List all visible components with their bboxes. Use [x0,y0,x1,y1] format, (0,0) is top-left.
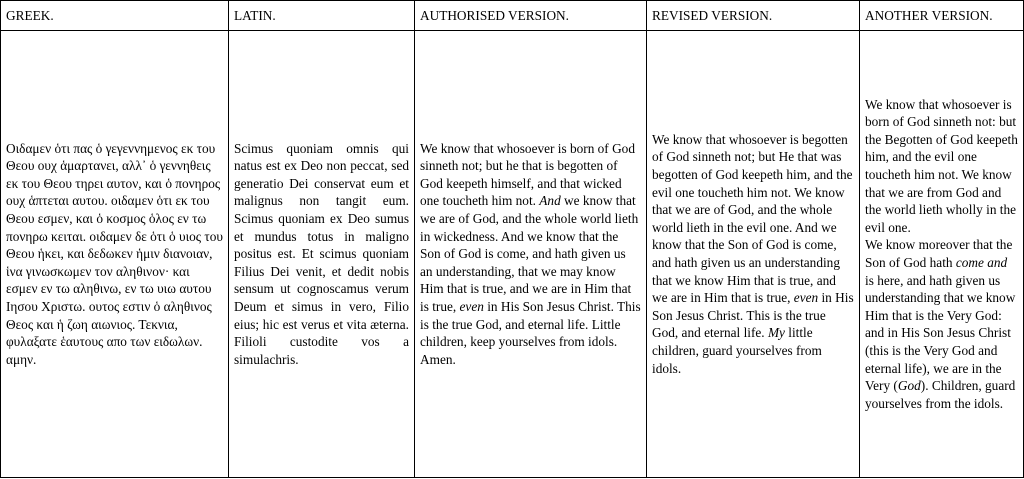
text-segment: We know that whosoever is begotten of God sinneth not; but He that was begotten of God keepeth him, and the evil one toucheth him not. We know that we are of God, and the whole world lieth in the evil one. And we know that the Son of God is come, and hath given us an understanding that we know Him that is true, and we are in Him that is true, [652,131,853,306]
greek-text: Οιδαμεν ὁτι πας ὁ γεγεννημενος εκ του Θεου ουχ ἁμαρτανει, αλλ᾽ ὁ γεννηθεις εκ του Θεου τηρει αυτον, και ὁ πονηρος ουχ ἁπτεται αυτου. οιδαμεν ὁτι εκ του Θεου εσμεν, και ὁ κοσμος ὁλος εν τω πονηρω κειται. οιδαμεν δε ὁτι ὁ υιος του Θεου ἡκει, και δεδωκεν ἡμιν διανοιαν, ἱνα γινωσκωμεν τον αληθινον· και εσμεν εν τω αληθινω, εν τω υιω αυτου Ιησου Χριστω. ουτος εστιν ὁ αληθινος Θεος και ἡ ζωη αιωνιος. Τεκνια, φυλαξατε ἑαυτους απο των ειδωλων. αμην. [6,140,223,367]
header-greek: GREEK. [1,1,229,31]
greek-cell [1,31,229,478]
header-row [1,1,1024,31]
header-another-version: ANOTHER VERSION. [860,1,1024,31]
italic-segment: even [459,298,484,314]
italic-segment: And [539,193,561,209]
italic-segment: even [793,290,819,306]
text-segment: We know that whosoever is born of God sinneth not: but the Begotten of God keepeth him, and the evil one toucheth him not. We know that we are from God and the world lieth wholly in the evil one. [865,96,1018,235]
header-authorised-version: AUTHORISED VERSION. [415,1,647,31]
italic-segment: God [897,378,921,394]
text-segment: We know moreover that the Son of God hath [865,237,1013,270]
header-revised-version: REVISED VERSION. [647,1,860,31]
text-segment: in His Son Jesus Christ. This is the true God, and eternal life. Little children, keep yourselves from idols. Amen. [420,298,641,367]
latin-text: Scimus quoniam omnis qui natus est ex Deo non peccat, sed generatio Dei conservat eum et malignus non tangit eum. Scimus quoniam ex Deo sumus et mundus totus in maligno positus est. Et scimus quoniam Filius Dei venit, et dedit nobis sensum ut cognoscamus verum Deum et simus in vero, Filio eius; hic est verus et vita æterna. Filioli custodite vos a simulachris. [234,140,409,367]
text-segment: ). Children, guard yourselves from the idols. [865,378,1016,411]
authorised-cell [415,31,647,478]
latin-cell [229,31,415,478]
italic-segment: come and [955,255,1008,270]
header-latin: LATIN. [229,1,415,31]
revised-cell [647,31,860,478]
text-segment: is here, and hath given us understanding that we know Him that is the Very God: and in His Son Jesus Christ (this is the Very God and eternal life), we are in the Very ( [865,272,1016,394]
text-segment: we know that we are of God, and the whole world lieth in wickedness. And we know that the Son of God is come, and hath given us an understanding, that we may know Him that is true, and we are in Him that is true, [420,193,639,314]
text-segment: We know that whosoever is born of God sinneth not; but he that is begotten of God keepeth himself, and that wicked one toucheth him not. [420,140,635,209]
another-text [865,96,1018,413]
text-segment: little children, guard yourselves from idols. [652,325,822,376]
italic-segment: My [767,325,785,341]
another-cell [860,31,1024,478]
text-segment: in His Son Jesus Christ. This is the true God, and eternal life. [652,290,854,341]
revised-text [652,131,854,377]
authorised-text [420,140,641,369]
text-row [1,31,1024,478]
